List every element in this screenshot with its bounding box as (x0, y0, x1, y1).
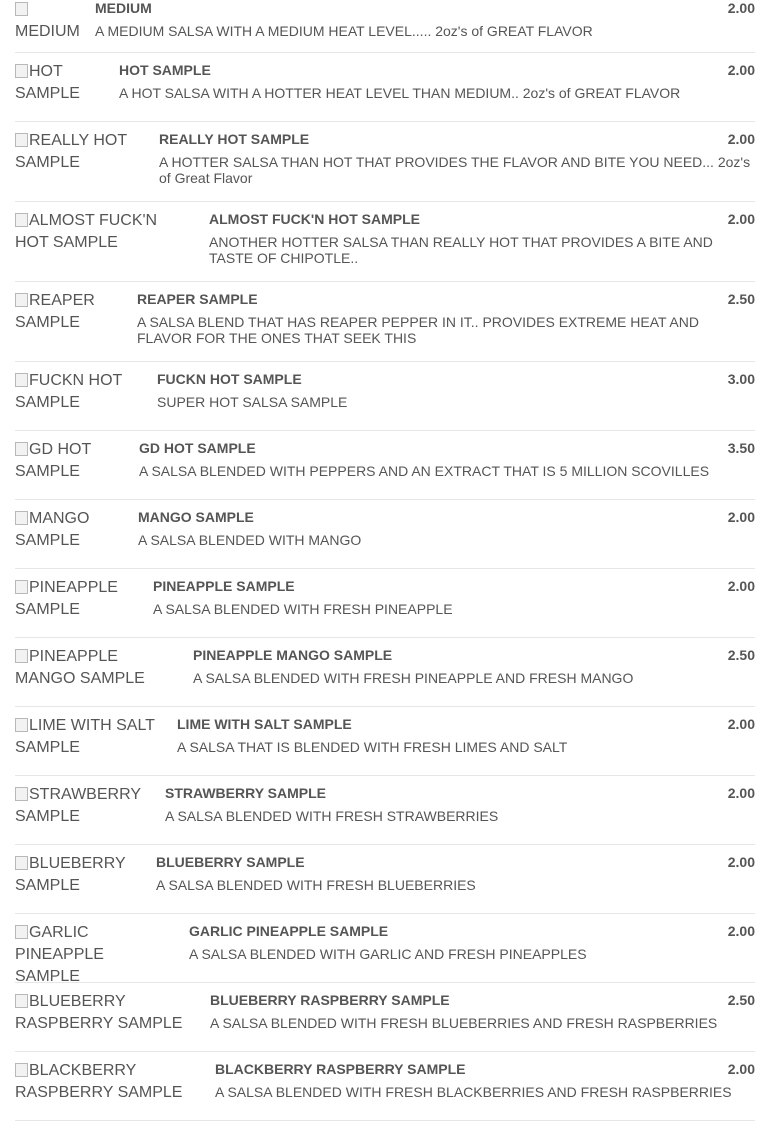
menu-item-image[interactable] (15, 130, 143, 190)
image-alt-text: GD HOT SAMPLE (15, 441, 91, 480)
broken-image-icon (15, 293, 28, 307)
menu-item-name[interactable]: BLUEBERRY RASPBERRY SAMPLE (210, 992, 450, 1008)
menu-item-header (165, 785, 755, 801)
image-alt-text: ALMOST FUCK'N HOT SAMPLE (15, 212, 158, 251)
menu-item-name[interactable]: MANGO SAMPLE (138, 509, 254, 525)
image-alt-text: REAPER SAMPLE (15, 292, 95, 331)
menu-item-name[interactable]: BLUEBERRY SAMPLE (156, 854, 305, 870)
menu-item-image[interactable] (15, 439, 123, 488)
menu-item-body (95, 0, 755, 41)
menu-item-description: A SALSA BLEND THAT HAS REAPER PEPPER IN IT.. PROVIDES EXTREME HEAT AND FLAVOR FOR THE ONES THAT SEEK THIS (137, 314, 699, 346)
menu-item-body (159, 131, 755, 190)
menu-item-image[interactable] (15, 370, 141, 419)
menu-item-header (215, 1061, 755, 1077)
menu-item-image[interactable] (15, 991, 194, 1040)
menu-item-price: 2.00 (727, 785, 755, 801)
menu-item-image[interactable] (15, 646, 177, 695)
menu-item-name[interactable]: REAPER SAMPLE (137, 291, 258, 307)
broken-image-icon (15, 213, 28, 227)
menu-item-header (156, 854, 755, 870)
menu-item-image[interactable] (15, 1060, 199, 1109)
menu-item-description: A SALSA BLENDED WITH FRESH BLUEBERRIES (156, 877, 476, 893)
menu-item-name[interactable]: HOT SAMPLE (119, 62, 211, 78)
menu-item-name[interactable]: LIME WITH SALT SAMPLE (177, 716, 352, 732)
menu-item-header (153, 578, 755, 594)
menu-item[interactable] (15, 0, 755, 53)
broken-image-icon (15, 649, 28, 663)
menu-item[interactable] (15, 638, 755, 707)
menu-item-description: A SALSA BLENDED WITH GARLIC AND FRESH PINEAPPLES (189, 946, 587, 962)
menu-item-name[interactable]: BLACKBERRY RASPBERRY SAMPLE (215, 1061, 466, 1077)
menu-item[interactable] (15, 500, 755, 569)
menu-item[interactable] (15, 914, 755, 983)
broken-image-icon (15, 511, 28, 525)
menu-item-body (138, 509, 755, 557)
broken-image-icon (15, 856, 28, 870)
menu-item-body (156, 854, 755, 902)
menu-item-description: A SALSA BLENDED WITH FRESH STRAWBERRIES (165, 808, 499, 824)
menu-item-body (189, 923, 755, 971)
menu-item-body (137, 291, 755, 350)
menu-item[interactable] (15, 776, 755, 845)
menu-item-image[interactable] (15, 0, 79, 41)
menu-item-image[interactable] (15, 784, 149, 833)
image-alt-text: LIME WITH SALT SAMPLE (15, 717, 155, 756)
broken-image-icon (15, 373, 28, 387)
menu-item-image[interactable] (15, 853, 140, 902)
broken-image-icon (15, 133, 28, 147)
menu-item-body (153, 578, 755, 626)
menu-item-price: 2.50 (727, 992, 755, 1008)
menu-item-price: 2.00 (727, 0, 755, 16)
menu-item-price: 2.00 (727, 62, 755, 78)
broken-image-icon (15, 1063, 28, 1077)
broken-image-icon (15, 442, 28, 456)
menu-item-body (157, 371, 755, 419)
menu-item-body (209, 211, 755, 270)
menu-item[interactable] (15, 202, 755, 282)
image-alt-text: MANGO SAMPLE (15, 510, 90, 549)
menu-item-header (177, 716, 755, 732)
image-alt-text: MEDIUM (15, 23, 80, 40)
menu-item-header (138, 509, 755, 525)
menu-item-body (165, 785, 755, 833)
menu-item[interactable] (15, 122, 755, 202)
menu-item-name[interactable]: PINEAPPLE MANGO SAMPLE (193, 647, 393, 663)
image-alt-text: STRAWBERRY SAMPLE (15, 786, 141, 825)
image-alt-text: FUCKN HOT SAMPLE (15, 372, 123, 411)
broken-image-icon (15, 64, 28, 78)
menu-item-price: 2.00 (727, 1061, 755, 1077)
menu-item-image[interactable] (15, 715, 161, 764)
menu-item-price: 3.50 (727, 440, 755, 456)
menu-item-price: 2.00 (727, 923, 755, 939)
menu-item-price: 2.50 (727, 647, 755, 663)
image-alt-text: PINEAPPLE SAMPLE (15, 579, 118, 618)
menu-item[interactable] (15, 431, 755, 500)
menu-item-image[interactable] (15, 290, 121, 350)
menu-item-price: 2.00 (727, 509, 755, 525)
menu-item[interactable] (15, 53, 755, 122)
menu-item-name[interactable]: STRAWBERRY SAMPLE (165, 785, 327, 801)
menu-item-header (157, 371, 755, 387)
menu-item-name[interactable]: PINEAPPLE SAMPLE (153, 578, 295, 594)
image-alt-text: BLUEBERRY RASPBERRY SAMPLE (15, 993, 183, 1032)
menu-item-header (210, 992, 755, 1008)
menu-item-description: A SALSA BLENDED WITH FRESH PINEAPPLE (153, 601, 453, 617)
menu-item-image[interactable] (15, 922, 173, 985)
menu-item-description: SUPER HOT SALSA SAMPLE (157, 394, 348, 410)
menu-item-header (159, 131, 755, 147)
broken-image-icon (15, 580, 28, 594)
menu-item-body (119, 62, 755, 110)
menu-list (15, 0, 755, 1121)
image-alt-text: GARLIC PINEAPPLE SAMPLE (15, 924, 104, 985)
broken-image-icon (15, 994, 28, 1008)
menu-item[interactable] (15, 362, 755, 431)
menu-item-price: 2.50 (727, 291, 755, 307)
menu-item-body (177, 716, 755, 764)
menu-item-image[interactable] (15, 577, 137, 626)
menu-item-price: 2.00 (727, 716, 755, 732)
menu-item-description: A HOT SALSA WITH A HOTTER HEAT LEVEL THAN MEDIUM.. 2oz's of GREAT FLAVOR (119, 85, 681, 101)
menu-item-description: A SALSA BLENDED WITH MANGO (138, 532, 362, 548)
menu-item-header (95, 0, 755, 16)
menu-item-header (209, 211, 755, 227)
menu-item-body (215, 1061, 755, 1109)
menu-item-header (139, 440, 755, 456)
menu-item-name[interactable]: MEDIUM (95, 0, 152, 16)
image-alt-text: BLACKBERRY RASPBERRY SAMPLE (15, 1062, 183, 1101)
menu-item-description: A SALSA THAT IS BLENDED WITH FRESH LIMES AND SALT (177, 739, 568, 755)
menu-item[interactable] (15, 845, 755, 914)
menu-item-description: A MEDIUM SALSA WITH A MEDIUM HEAT LEVEL..... 2oz's of GREAT FLAVOR (95, 23, 593, 39)
menu-item-price: 2.00 (727, 131, 755, 147)
image-alt-text: PINEAPPLE MANGO SAMPLE (15, 648, 145, 687)
menu-item-price: 3.00 (727, 371, 755, 387)
broken-image-icon (15, 787, 28, 801)
menu-item-image[interactable] (15, 61, 103, 110)
menu-item-description: A SALSA BLENDED WITH PEPPERS AND AN EXTRACT THAT IS 5 MILLION SCOVILLES (139, 463, 710, 479)
broken-image-icon (15, 718, 28, 732)
menu-item-description: A SALSA BLENDED WITH FRESH PINEAPPLE AND FRESH MANGO (193, 670, 634, 686)
image-alt-text: BLUEBERRY SAMPLE (15, 855, 126, 894)
menu-item-header (189, 923, 755, 939)
menu-item-image[interactable] (15, 210, 193, 270)
image-alt-text: HOT SAMPLE (15, 63, 80, 102)
menu-item-header (193, 647, 755, 663)
menu-item-name[interactable]: GD HOT SAMPLE (139, 440, 256, 456)
menu-item-image[interactable] (15, 508, 122, 557)
menu-item-description: A SALSA BLENDED WITH FRESH BLUEBERRIES AND FRESH RASPBERRIES (210, 1015, 718, 1031)
menu-item-body (139, 440, 755, 488)
menu-item[interactable] (15, 569, 755, 638)
menu-item-body (193, 647, 755, 695)
menu-item[interactable] (15, 1052, 755, 1121)
menu-item[interactable] (15, 707, 755, 776)
broken-image-icon (15, 2, 28, 16)
menu-item-name[interactable]: FUCKN HOT SAMPLE (157, 371, 302, 387)
menu-item-name[interactable]: ALMOST FUCK'N HOT SAMPLE (209, 211, 420, 227)
menu-item[interactable] (15, 983, 755, 1052)
menu-item-price: 2.00 (727, 854, 755, 870)
menu-item-body (210, 992, 755, 1040)
image-alt-text: REALLY HOT SAMPLE (15, 132, 127, 171)
menu-item-name[interactable]: GARLIC PINEAPPLE SAMPLE (189, 923, 389, 939)
menu-item-description: A SALSA BLENDED WITH FRESH BLACKBERRIES AND FRESH RASPBERRIES (215, 1084, 732, 1100)
broken-image-icon (15, 925, 28, 939)
menu-item-description: A HOTTER SALSA THAN HOT THAT PROVIDES THE FLAVOR AND BITE YOU NEED... 2oz's of Great Flavor (159, 154, 751, 186)
menu-item-header (137, 291, 755, 307)
menu-item-price: 2.00 (727, 211, 755, 227)
menu-item-price: 2.00 (727, 578, 755, 594)
menu-item[interactable] (15, 282, 755, 362)
menu-item-header (119, 62, 755, 78)
menu-item-description: ANOTHER HOTTER SALSA THAN REALLY HOT THAT PROVIDES A BITE AND TASTE OF CHIPOTLE.. (209, 234, 713, 266)
menu-item-name[interactable]: REALLY HOT SAMPLE (159, 131, 310, 147)
